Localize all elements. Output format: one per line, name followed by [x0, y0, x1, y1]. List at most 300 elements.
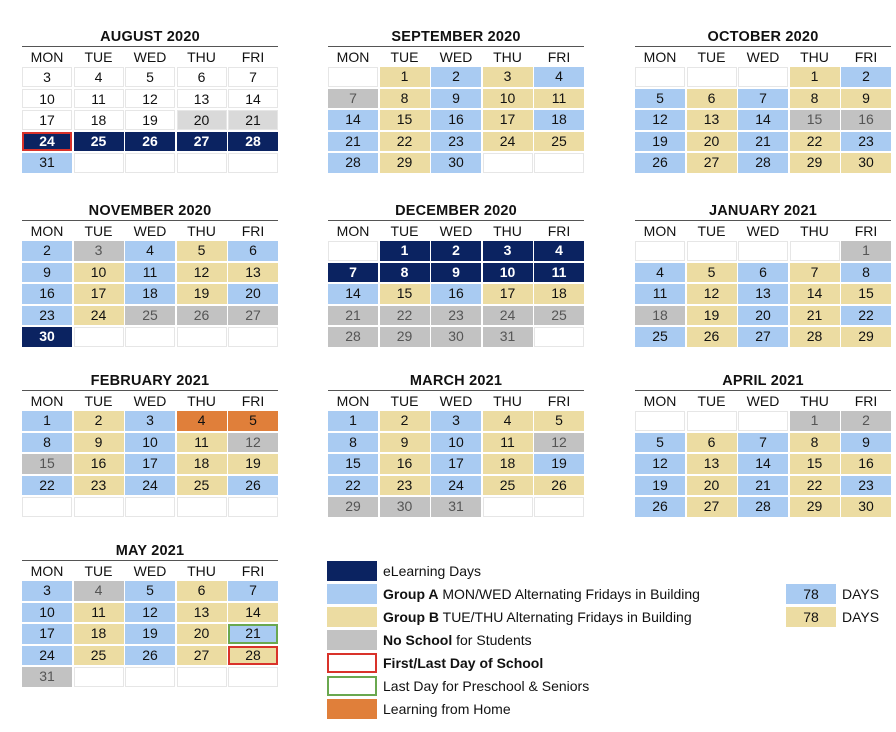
day-cell: 16: [431, 110, 481, 130]
month-may-2021: [22, 542, 278, 689]
day-cell: 29: [841, 327, 891, 347]
day-cell: 1: [328, 411, 378, 431]
group-a-days-label: DAYS: [842, 586, 880, 602]
empty-cell: [228, 153, 278, 173]
day-cell: 14: [738, 110, 788, 130]
day-cell: 27: [228, 306, 278, 326]
day-cell: 13: [177, 89, 227, 109]
day-cell: 12: [125, 603, 175, 623]
day-cell: 30: [431, 327, 481, 347]
day-cell: 24: [125, 476, 175, 496]
day-cell: 16: [841, 454, 891, 474]
month-grid: [328, 46, 584, 175]
day-cell: 29: [380, 153, 430, 173]
day-cell: 8: [790, 89, 840, 109]
day-cell: 7: [328, 89, 378, 109]
weekday-header: WED: [746, 393, 780, 409]
day-cell: 23: [22, 306, 72, 326]
day-cell: 10: [483, 263, 533, 283]
month-title: MARCH 2021: [409, 373, 503, 389]
day-cell: 13: [687, 110, 737, 130]
no-school-label: No School for Students: [383, 632, 532, 648]
day-cell: 10: [125, 433, 175, 453]
day-cell: 10: [22, 89, 72, 109]
weekday-header: MON: [336, 393, 370, 409]
day-cell: 3: [431, 411, 481, 431]
group-b-swatch: [327, 607, 377, 627]
month-march-2021: [328, 372, 584, 519]
weekday-header: WED: [133, 223, 167, 239]
empty-cell: [177, 497, 227, 517]
day-cell: 19: [125, 624, 175, 644]
month-january-2021: [635, 202, 891, 349]
weekday-header: THU: [493, 393, 522, 409]
day-cell: 5: [635, 89, 685, 109]
month-title: MAY 2021: [115, 543, 185, 559]
empty-cell: [22, 497, 72, 517]
month-december-2020: [328, 202, 584, 349]
empty-cell: [125, 153, 175, 173]
day-cell: 20: [738, 306, 788, 326]
weekday-header: WED: [439, 223, 473, 239]
day-cell: 27: [177, 132, 227, 152]
day-cell: 20: [687, 132, 737, 152]
weekday-header: FRI: [547, 49, 571, 65]
day-cell: 9: [841, 433, 891, 453]
day-cell: 4: [635, 263, 685, 283]
empty-cell: [687, 411, 737, 431]
day-cell: 21: [328, 132, 378, 152]
day-cell: 19: [687, 306, 737, 326]
month-title: APRIL 2021: [722, 373, 804, 389]
day-cell: 19: [125, 110, 175, 130]
day-cell: 8: [328, 433, 378, 453]
month-grid: [22, 560, 278, 689]
day-cell: 25: [125, 306, 175, 326]
day-cell: 27: [738, 327, 788, 347]
day-cell: 16: [74, 454, 124, 474]
day-cell: 26: [635, 497, 685, 517]
day-cell: 30: [431, 153, 481, 173]
weekday-header: MON: [643, 49, 677, 65]
day-cell: 3: [22, 67, 72, 87]
day-cell: 15: [22, 454, 72, 474]
day-cell: 4: [74, 581, 124, 601]
day-cell: 10: [483, 89, 533, 109]
day-cell: 30: [380, 497, 430, 517]
first-last-label: First/Last Day of School: [383, 655, 544, 671]
weekday-header: WED: [746, 49, 780, 65]
day-cell: 31: [22, 667, 72, 687]
day-cell: 23: [74, 476, 124, 496]
day-cell: 19: [635, 476, 685, 496]
day-cell: 18: [483, 454, 533, 474]
empty-cell: [74, 153, 124, 173]
day-cell: 28: [328, 327, 378, 347]
day-cell: 7: [228, 67, 278, 87]
weekday-header: WED: [746, 223, 780, 239]
day-cell: 21: [228, 624, 278, 644]
day-cell: 9: [841, 89, 891, 109]
empty-cell: [635, 241, 685, 261]
day-cell: 10: [22, 603, 72, 623]
home-label: Learning from Home: [383, 701, 511, 717]
weekday-header: TUE: [390, 223, 419, 239]
day-cell: 13: [177, 603, 227, 623]
group-a-count: 78: [786, 584, 836, 604]
day-cell: 20: [177, 110, 227, 130]
month-grid: [635, 220, 891, 349]
day-cell: 11: [74, 89, 124, 109]
day-cell: 5: [687, 263, 737, 283]
day-cell: 14: [328, 110, 378, 130]
month-title: NOVEMBER 2020: [88, 203, 212, 219]
day-cell: 22: [790, 132, 840, 152]
day-cell: 28: [228, 132, 278, 152]
day-cell: 17: [431, 454, 481, 474]
weekday-header: MON: [30, 49, 64, 65]
day-cell: 14: [738, 454, 788, 474]
weekday-header: WED: [133, 563, 167, 579]
day-cell: 19: [228, 454, 278, 474]
day-cell: 1: [790, 411, 840, 431]
weekday-header: MON: [643, 223, 677, 239]
day-cell: 28: [738, 153, 788, 173]
month-grid: [635, 390, 891, 519]
weekday-header: TUE: [84, 563, 113, 579]
day-cell: 7: [738, 89, 788, 109]
day-cell: 1: [380, 241, 430, 261]
day-cell: 13: [687, 454, 737, 474]
day-cell: 1: [790, 67, 840, 87]
day-cell: 4: [483, 411, 533, 431]
day-cell: 7: [328, 263, 378, 283]
day-cell: 4: [125, 241, 175, 261]
empty-cell: [534, 153, 584, 173]
group-a-label: Group A MON/WED Alternating Fridays in Building: [383, 586, 700, 602]
empty-cell: [328, 241, 378, 261]
day-cell: 5: [125, 581, 175, 601]
day-cell: 2: [74, 411, 124, 431]
month-october-2020: [635, 28, 891, 175]
weekday-header: THU: [187, 223, 216, 239]
day-cell: 14: [790, 284, 840, 304]
day-cell: 24: [431, 476, 481, 496]
day-cell: 6: [177, 67, 227, 87]
day-cell: 2: [431, 67, 481, 87]
day-cell: 27: [687, 153, 737, 173]
weekday-header: FRI: [241, 49, 265, 65]
day-cell: 23: [431, 132, 481, 152]
empty-cell: [483, 153, 533, 173]
day-cell: 17: [22, 110, 72, 130]
day-cell: 14: [228, 603, 278, 623]
day-cell: 3: [22, 581, 72, 601]
empty-cell: [228, 497, 278, 517]
day-cell: 3: [483, 241, 533, 261]
day-cell: 5: [177, 241, 227, 261]
empty-cell: [228, 667, 278, 687]
weekday-header: TUE: [697, 393, 726, 409]
weekday-header: THU: [187, 563, 216, 579]
empty-cell: [483, 497, 533, 517]
no-school-swatch: [327, 630, 377, 650]
day-cell: 18: [534, 110, 584, 130]
month-title: AUGUST 2020: [100, 29, 200, 45]
day-cell: 28: [790, 327, 840, 347]
day-cell: 4: [534, 67, 584, 87]
day-cell: 18: [125, 284, 175, 304]
day-cell: 9: [431, 263, 481, 283]
preschool-label: Last Day for Preschool & Seniors: [383, 678, 590, 694]
day-cell: 20: [228, 284, 278, 304]
day-cell: 26: [687, 327, 737, 347]
day-cell: 26: [635, 153, 685, 173]
day-cell: 15: [790, 454, 840, 474]
elearning-label: eLearning Days: [383, 563, 482, 579]
weekday-header: TUE: [390, 393, 419, 409]
empty-cell: [228, 327, 278, 347]
day-cell: 9: [431, 89, 481, 109]
day-cell: 11: [635, 284, 685, 304]
weekday-header: MON: [30, 563, 64, 579]
day-cell: 3: [483, 67, 533, 87]
weekday-header: WED: [133, 393, 167, 409]
day-cell: 11: [74, 603, 124, 623]
day-cell: 21: [790, 306, 840, 326]
day-cell: 6: [687, 433, 737, 453]
group-b-label: Group B TUE/THU Alternating Fridays in Building: [383, 609, 692, 625]
empty-cell: [74, 667, 124, 687]
weekday-header: THU: [493, 223, 522, 239]
day-cell: 23: [431, 306, 481, 326]
month-grid: [328, 390, 584, 519]
day-cell: 21: [228, 110, 278, 130]
day-cell: 14: [328, 284, 378, 304]
empty-cell: [125, 497, 175, 517]
day-cell: 12: [534, 433, 584, 453]
day-cell: 25: [635, 327, 685, 347]
day-cell: 22: [22, 476, 72, 496]
day-cell: 3: [74, 241, 124, 261]
day-cell: 19: [635, 132, 685, 152]
day-cell: 27: [687, 497, 737, 517]
day-cell: 8: [841, 263, 891, 283]
day-cell: 15: [380, 110, 430, 130]
weekday-header: FRI: [241, 563, 265, 579]
day-cell: 24: [483, 306, 533, 326]
day-cell: 6: [738, 263, 788, 283]
day-cell: 11: [177, 433, 227, 453]
month-title: FEBRUARY 2021: [90, 373, 210, 389]
group-b-days-label: DAYS: [842, 609, 880, 625]
month-grid: [635, 46, 891, 175]
day-cell: 22: [790, 476, 840, 496]
day-cell: 29: [328, 497, 378, 517]
day-cell: 14: [228, 89, 278, 109]
month-title: OCTOBER 2020: [707, 29, 819, 45]
day-cell: 5: [125, 67, 175, 87]
weekday-header: THU: [187, 393, 216, 409]
day-cell: 7: [790, 263, 840, 283]
month-september-2020: [328, 28, 584, 175]
weekday-header: TUE: [697, 49, 726, 65]
empty-cell: [635, 67, 685, 87]
day-cell: 2: [22, 241, 72, 261]
empty-cell: [738, 241, 788, 261]
first-last-swatch: [327, 653, 377, 673]
day-cell: 22: [380, 306, 430, 326]
empty-cell: [74, 497, 124, 517]
day-cell: 16: [841, 110, 891, 130]
weekday-header: MON: [336, 223, 370, 239]
weekday-header: FRI: [854, 223, 878, 239]
empty-cell: [738, 67, 788, 87]
day-cell: 29: [380, 327, 430, 347]
day-cell: 1: [380, 67, 430, 87]
day-cell: 24: [74, 306, 124, 326]
day-cell: 18: [74, 624, 124, 644]
day-cell: 30: [841, 153, 891, 173]
empty-cell: [125, 667, 175, 687]
day-cell: 12: [125, 89, 175, 109]
weekday-header: MON: [30, 223, 64, 239]
day-cell: 30: [841, 497, 891, 517]
day-cell: 18: [534, 284, 584, 304]
day-cell: 21: [738, 132, 788, 152]
weekday-header: THU: [187, 49, 216, 65]
empty-cell: [687, 241, 737, 261]
day-cell: 18: [177, 454, 227, 474]
month-november-2020: [22, 202, 278, 349]
month-grid: [22, 220, 278, 349]
day-cell: 15: [841, 284, 891, 304]
month-grid: [22, 390, 278, 519]
empty-cell: [790, 241, 840, 261]
preschool-swatch: [327, 676, 377, 696]
month-title: DECEMBER 2020: [395, 203, 517, 219]
empty-cell: [687, 67, 737, 87]
empty-cell: [125, 327, 175, 347]
weekday-header: THU: [800, 49, 829, 65]
day-cell: 15: [380, 284, 430, 304]
month-february-2021: [22, 372, 278, 519]
day-cell: 2: [841, 67, 891, 87]
day-cell: 23: [380, 476, 430, 496]
day-cell: 21: [738, 476, 788, 496]
weekday-header: TUE: [84, 393, 113, 409]
day-cell: 12: [687, 284, 737, 304]
day-cell: 9: [74, 433, 124, 453]
day-cell: 27: [177, 646, 227, 666]
weekday-header: MON: [30, 393, 64, 409]
day-cell: 16: [431, 284, 481, 304]
weekday-header: MON: [643, 393, 677, 409]
day-cell: 10: [74, 263, 124, 283]
day-cell: 17: [483, 110, 533, 130]
day-cell: 4: [74, 67, 124, 87]
day-cell: 12: [635, 454, 685, 474]
weekday-header: TUE: [84, 49, 113, 65]
day-cell: 1: [22, 411, 72, 431]
day-cell: 29: [790, 497, 840, 517]
weekday-header: WED: [439, 393, 473, 409]
day-cell: 22: [328, 476, 378, 496]
weekday-header: FRI: [241, 223, 265, 239]
weekday-header: TUE: [84, 223, 113, 239]
day-cell: 24: [22, 132, 72, 152]
weekday-header: FRI: [854, 49, 878, 65]
group-b-count: 78: [786, 607, 836, 627]
day-cell: 12: [177, 263, 227, 283]
day-cell: 25: [534, 132, 584, 152]
day-cell: 17: [74, 284, 124, 304]
day-cell: 8: [22, 433, 72, 453]
day-cell: 11: [125, 263, 175, 283]
day-cell: 9: [22, 263, 72, 283]
day-cell: 8: [380, 89, 430, 109]
day-cell: 2: [431, 241, 481, 261]
day-cell: 17: [125, 454, 175, 474]
day-cell: 6: [228, 241, 278, 261]
weekday-header: THU: [493, 49, 522, 65]
month-april-2021: [635, 372, 891, 519]
day-cell: 31: [22, 153, 72, 173]
day-cell: 31: [431, 497, 481, 517]
weekday-header: FRI: [241, 393, 265, 409]
day-cell: 7: [228, 581, 278, 601]
day-cell: 8: [790, 433, 840, 453]
day-cell: 8: [380, 263, 430, 283]
day-cell: 18: [74, 110, 124, 130]
day-cell: 15: [328, 454, 378, 474]
empty-cell: [534, 497, 584, 517]
day-cell: 25: [534, 306, 584, 326]
empty-cell: [177, 327, 227, 347]
day-cell: 29: [790, 153, 840, 173]
day-cell: 24: [22, 646, 72, 666]
day-cell: 2: [841, 411, 891, 431]
day-cell: 12: [228, 433, 278, 453]
day-cell: 22: [841, 306, 891, 326]
day-cell: 12: [635, 110, 685, 130]
day-cell: 19: [534, 454, 584, 474]
day-cell: 5: [534, 411, 584, 431]
day-cell: 26: [125, 132, 175, 152]
weekday-header: THU: [800, 393, 829, 409]
month-grid: [328, 220, 584, 349]
day-cell: 25: [74, 132, 124, 152]
weekday-header: FRI: [854, 393, 878, 409]
day-cell: 21: [328, 306, 378, 326]
month-grid: [22, 46, 278, 175]
empty-cell: [328, 67, 378, 87]
day-cell: 28: [228, 646, 278, 666]
day-cell: 30: [22, 327, 72, 347]
day-cell: 20: [177, 624, 227, 644]
day-cell: 23: [841, 476, 891, 496]
month-title: JANUARY 2021: [709, 203, 817, 219]
day-cell: 9: [380, 433, 430, 453]
day-cell: 11: [483, 433, 533, 453]
day-cell: 28: [738, 497, 788, 517]
day-cell: 13: [738, 284, 788, 304]
day-cell: 17: [22, 624, 72, 644]
day-cell: 4: [534, 241, 584, 261]
weekday-header: TUE: [697, 223, 726, 239]
home-swatch: [327, 699, 377, 719]
day-cell: 25: [177, 476, 227, 496]
